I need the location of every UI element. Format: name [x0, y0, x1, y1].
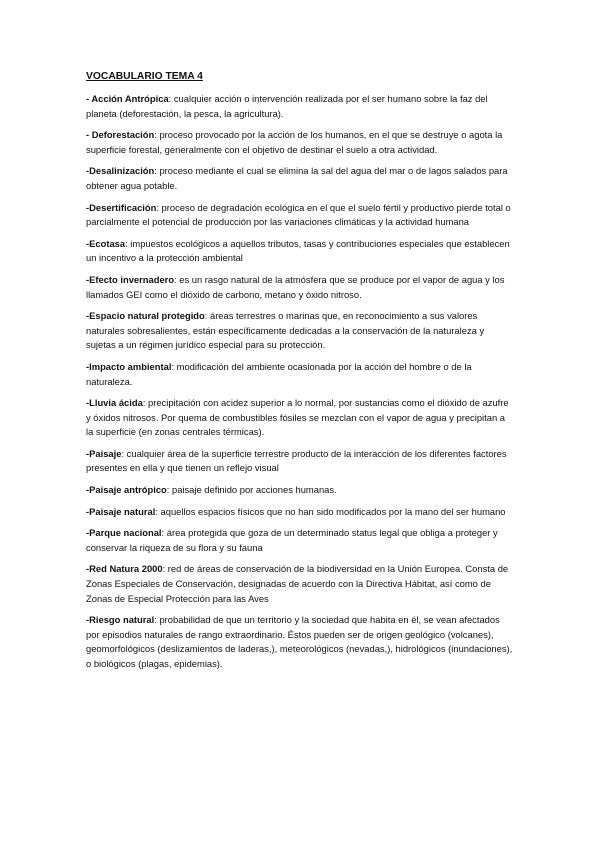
vocabulary-term: -Efecto invernadero [86, 273, 175, 285]
vocabulary-entry [86, 447, 513, 476]
vocabulary-definition: : precipitación con acidez superior a lo normal, por sustancias como el dióxido de azufre y óxidos nitrosos. Por quema de combustibles fósiles se mezclan con el vapor de agua y precipitan a la superficie (en zonas centrales térmicas). [86, 397, 509, 438]
vocabulary-definition: : red de áreas de conservación de la biodiversidad en la Unión Europea. Consta de Zonas Especiales de Conservación, designadas de acuerdo con la Directiva Hábitat, así como de Zonas de Especial Protección para las Aves [86, 563, 509, 604]
vocabulary-term: - Acción Antrópica [86, 93, 169, 104]
vocabulary-term: -Impacto ambiental [86, 360, 172, 372]
vocabulary-term: -Desalinización [86, 165, 155, 177]
vocabulary-term: -Lluvia ácida [86, 397, 143, 409]
vocabulary-entry [86, 309, 513, 353]
vocabulary-list [86, 92, 513, 672]
document-title: VOCABULARIO TEMA 4 [86, 71, 203, 82]
vocabulary-definition: : cualquier área de la superficie terrestre producto de la interacción de los diferentes factores presentes en ella y que tienen un reflejo visual [86, 447, 507, 474]
vocabulary-entry [86, 526, 513, 555]
vocabulary-entry [86, 483, 513, 498]
vocabulary-definition: : es un rasgo natural de la atmósfera que se produce por el vapor de agua y los llamados GEI como el dióxido de carbono, metano y óxido nitroso. [86, 273, 505, 300]
vocabulary-definition: : probabilidad de que un territorio y la sociedad que habita en él, se vean afectados por episodios naturales de rango extraordinario. Éstos pueden ser de origen geológico (volcanes), geomorfológicos (deslizamientos de laderas,), meteorológicos (nevadas,), hidrológicos (inundaciones), o biológicos (plagas, epidemias). [86, 614, 513, 669]
vocabulary-term: -Parque nacional [86, 527, 162, 539]
vocabulary-term: -Paisaje antrópico [86, 484, 167, 496]
vocabulary-definition: : impuestos ecológicos a aquellos tributos, tasas y contribuciones especiales que establecen un incentivo a la protección ambiental [86, 237, 510, 264]
vocabulary-definition: : cualquier acción o intervención realizada por el ser humano sobre la faz del planeta (deforestación, la pesca, la agricultura). [86, 93, 488, 119]
vocabulary-term: -Red Natura 2000 [86, 563, 163, 575]
vocabulary-definition: : proceso mediante el cual se elimina la sal del agua del mar o de lagos salados para obtener agua potable. [86, 165, 508, 191]
vocabulary-term: -Paisaje natural [86, 505, 156, 517]
vocabulary-definition: : proceso provocado por la acción de los humanos, en el que se destruye o agota la superficie forestal, generalmente con el objetivo de destinar el suelo a otra actividad. [86, 129, 503, 155]
vocabulary-entry [86, 273, 513, 302]
vocabulary-definition: : aquellos espacios físicos que no han sido modificados por la mano del ser humano [155, 505, 506, 517]
vocabulary-term: - Deforestación [86, 129, 155, 141]
vocabulary-definition: : modificación del ambiente ocasionada por la acción del hombre o de la naturaleza. [86, 360, 472, 387]
vocabulary-entry [86, 613, 513, 671]
vocabulary-term: -Riesgo natural [86, 614, 155, 626]
vocabulary-definition: : paisaje definido por acciones humanas. [166, 484, 337, 496]
vocabulary-entry [86, 396, 513, 440]
vocabulary-entry [86, 360, 513, 389]
vocabulary-entry [86, 201, 513, 230]
vocabulary-entry [86, 505, 513, 520]
vocabulary-definition: : áreas terrestres o marinas que, en reconocimiento a sus valores naturales sobresalientes, están específicamente dedicadas a la conservación de la naturaleza y sujetas a un régimen jurídico especial para su protección. [86, 310, 485, 351]
vocabulary-entry [86, 237, 513, 266]
vocabulary-entry [86, 128, 513, 157]
vocabulary-term: -Desertificación [86, 201, 157, 213]
vocabulary-term: -Espacio natural protegido [86, 310, 205, 322]
vocabulary-term: -Paisaje [86, 447, 122, 459]
vocabulary-entry [86, 164, 513, 193]
vocabulary-definition: : proceso de degradación ecológica en el que el suelo fértil y productivo pierde total o parcialmente el potencial de producción por las variaciones climáticas y la actividad humana [86, 201, 511, 228]
vocabulary-entry [86, 92, 513, 121]
vocabulary-entry [86, 562, 513, 606]
vocabulary-term: -Ecotasa [86, 237, 126, 249]
vocabulary-definition: : área protegida que goza de un determinado status legal que obliga a proteger y conservar la riqueza de su flora y su fauna [86, 527, 498, 553]
